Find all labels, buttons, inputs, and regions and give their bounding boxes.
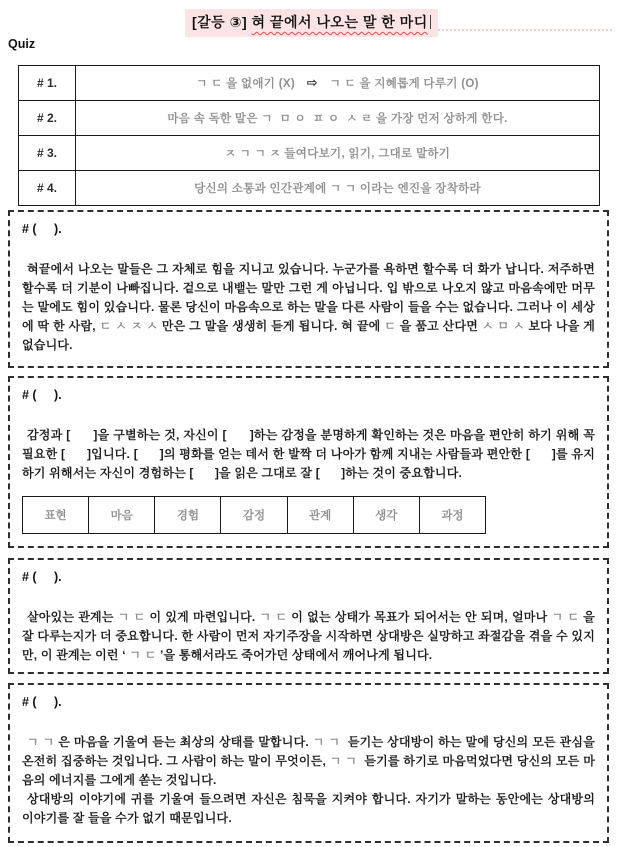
section-1-body: 혀끝에서 나오는 말들은 그 자체로 힘을 지니고 있습니다. 누군가를 욕하면 할수록 더 화가 납니다. 저주하면 할수록 더 기분이 나빠집니다. 겉으로 내뱉는 말만 그런 게 아닙니다. 입 밖으로 나오지 않고 마음속에만 머무는 말에도 힘이 있습니다. 물론 당신이 마음속으로 하는 말을 다른 사람이 들을 수는 없습니다. 그러나 이 세상에 딱 한 사람, ㄷ ㅅ ㅈ ㅅ 만은 그 말을 생생히 듣게 됩니다. 혀 끝에 ㄷ 을 품고 산다면 ㅅ ㅁ ㅅ 보다 나을 게 없습니다. [22,262,595,352]
quiz-row-answer: 마음 속 독한 말은 ㄱ ㅁ ㅇ ㅍ ㅇ ㅅ ㄹ 을 가장 먼저 상하게 한다. [76,101,600,136]
text-cursor-icon [430,15,431,29]
page-title [185,9,438,37]
section-3-body: 살아있는 관계는 ㄱ ㄷ 이 있게 마련입니다. ㄱ ㄷ 이 없는 상태가 목표가 되어서는 안 되며, 얼마나 ㄱ ㄷ 을 잘 다루는지가 더 중요합니다. 한 사람이 먼저 자기주장을 시작하면 상대방은 실망하고 좌절감을 겪을 수 있지만, 이 관계는 이런 ‘ ㄱ ㄷ ’을 통해서라도 죽어가던 상태에서 깨어나게 됩니다. [22,610,596,662]
section-2-box [8,376,609,548]
section-2-body: 감정과 [ ]을 구별하는 것, 자신이 [ ]하는 감정을 분명하게 확인하는 것은 마음을 편안히 하기 위해 꼭 필요한 [ ]입니다. [ ]의 평화를 얻는 데서 한 발짝 더 나아가 함께 지내는 사람들과 편안한 [ ]를 유지하기 위해서는 자신이 경험하는 [ ]을 읽은 그대로 잘 [ ]하는 것이 중요합니다. [22,428,595,480]
word-bank-cell: 관계 [287,497,353,534]
section-4-box [8,683,609,843]
quiz-row-number: # 1. [19,66,76,101]
word-bank-cell: 감정 [221,497,287,534]
quiz-table [18,65,600,206]
word-bank-table [22,496,486,534]
quiz-table-row [19,171,600,206]
section-3-box [8,558,609,674]
quiz-row-number: # 4. [19,171,76,206]
quiz-table-row [19,136,600,171]
quiz-row-number: # 2. [19,101,76,136]
word-bank-row [23,497,486,534]
quiz-row-answer: 당신의 소통과 인간관계에 ㄱ ㄱ 이라는 엔진을 장착하라 [76,171,600,206]
quiz-table-row [19,101,600,136]
section-2-header: # ( ). [22,388,62,402]
quiz-row-number: # 3. [19,136,76,171]
section-1-header: # ( ). [22,222,62,236]
word-bank-cell: 표현 [23,497,89,534]
title-row [0,9,612,37]
word-bank-cell: 생각 [353,497,419,534]
word-bank-cell: 과정 [419,497,485,534]
title-main: 혀 끝에서 나오는 말 한 마디 [251,14,428,30]
word-bank-cell: 경험 [155,497,221,534]
word-bank-cell: 마음 [89,497,155,534]
quiz-table-row [19,66,600,101]
section-4-body: ㄱ ㄱ 은 마음을 기울여 듣는 최상의 상태를 말합니다. ㄱ ㄱ 듣기는 상대방이 하는 말에 당신의 모든 관심을 온전히 집중하는 것입니다. 그 사람이 하는 말이 무엇이든, ㄱ ㄱ 듣기를 하기로 마음먹었다면 당신의 모든 마음의 에너지를 그에게 쏟는 것입니다. 상대방의 이야기에 귀를 기울여 들으려면 자신은 침묵을 지켜야 합니다. 자기가 말하는 동안에는 상대방의 이야기를 잘 들을 수가 없기 때문입니다. [22,735,595,825]
section-1-box [8,210,609,368]
quiz-label: Quiz [8,37,36,51]
title-prefix: [갈등 ③] [192,14,252,30]
section-4-header: # ( ). [22,695,62,709]
quiz-row-answer: ㄱ ㄷ 을 없애기 (X) ⇨ ㄱ ㄷ 을 지혜롭게 다루기 (O) [76,66,600,101]
section-3-header: # ( ). [22,570,62,584]
quiz-row-answer: ㅈ ㄱ ㄱ ㅈ 들여다보기, 읽기, 그대로 말하기 [76,136,600,171]
title-trailing-dots [438,9,612,31]
